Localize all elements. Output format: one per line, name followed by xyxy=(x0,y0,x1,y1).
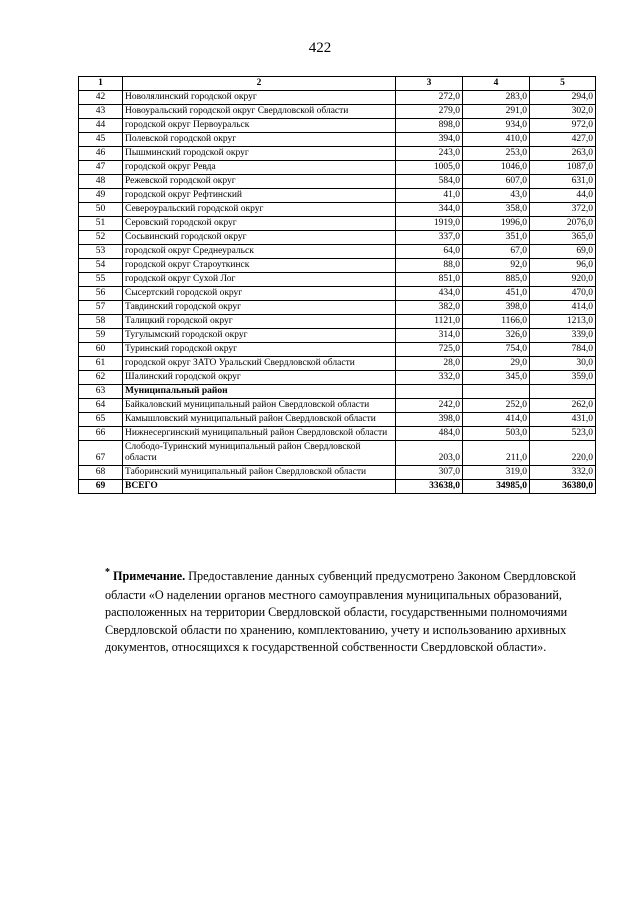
row-number: 60 xyxy=(79,343,123,357)
value-col-4: 291,0 xyxy=(463,105,530,119)
value-col-5: 920,0 xyxy=(530,273,596,287)
header-col-2: 2 xyxy=(123,77,396,91)
table-row xyxy=(79,105,596,119)
table-row xyxy=(79,175,596,189)
value-col-5: 365,0 xyxy=(530,231,596,245)
value-col-4: 934,0 xyxy=(463,119,530,133)
table-row xyxy=(79,357,596,371)
header-col-3: 3 xyxy=(396,77,463,91)
municipality-name: Пышминский городской округ xyxy=(123,147,396,161)
subvention-table xyxy=(78,76,596,494)
table-section-row xyxy=(79,385,596,399)
row-number: 65 xyxy=(79,413,123,427)
municipality-name: Серовский городской округ xyxy=(123,217,396,231)
table-row xyxy=(79,466,596,480)
value-col-4: 885,0 xyxy=(463,273,530,287)
value-col-3: 344,0 xyxy=(396,203,463,217)
value-col-3: 851,0 xyxy=(396,273,463,287)
municipality-name: Слободо-Туринский муниципальный район Свердловской области xyxy=(123,441,396,466)
value-col-5: 427,0 xyxy=(530,133,596,147)
footnote-text: Предоставление данных субвенций предусмотрено Законом Свердловской области «О наделении органов местного самоуправления муниципальных образований, расположенных на территории Свердловской области, государственными полномочиями Свердловской области по хранению, комплектованию, учету и использованию архивных документов, относящихся к государственной собственности Свердловской области». xyxy=(105,569,576,654)
municipality-name: Таборинский муниципальный район Свердловской области xyxy=(123,466,396,480)
value-col-3: 398,0 xyxy=(396,413,463,427)
municipality-name: Талицкий городской округ xyxy=(123,315,396,329)
municipality-name: Новоуральский городской округ Свердловской области xyxy=(123,105,396,119)
value-col-3: 898,0 xyxy=(396,119,463,133)
value-col-4: 283,0 xyxy=(463,91,530,105)
table-row xyxy=(79,147,596,161)
value-col-3: 1005,0 xyxy=(396,161,463,175)
value-col-5: 523,0 xyxy=(530,427,596,441)
footnote xyxy=(105,568,595,657)
table-row xyxy=(79,413,596,427)
value-col-3: 1919,0 xyxy=(396,217,463,231)
table-row xyxy=(79,217,596,231)
row-number: 53 xyxy=(79,245,123,259)
table-row xyxy=(79,91,596,105)
value-col-3: 203,0 xyxy=(396,441,463,466)
value-col-3: 243,0 xyxy=(396,147,463,161)
value-col-5: 631,0 xyxy=(530,175,596,189)
value-col-5: 372,0 xyxy=(530,203,596,217)
value-col-4: 503,0 xyxy=(463,427,530,441)
municipality-name: городской округ Среднеуральск xyxy=(123,245,396,259)
table-row xyxy=(79,329,596,343)
municipality-name: Тавдинский городской округ xyxy=(123,301,396,315)
value-col-5: 431,0 xyxy=(530,413,596,427)
municipality-name: Новолялинский городской округ xyxy=(123,91,396,105)
value-col-3: 484,0 xyxy=(396,427,463,441)
municipality-name: Камышловский муниципальный район Свердловской области xyxy=(123,413,396,427)
value-col-3: 242,0 xyxy=(396,399,463,413)
row-number: 67 xyxy=(79,441,123,466)
row-number: 63 xyxy=(79,385,123,399)
municipality-name: городской округ Рефтинский xyxy=(123,189,396,203)
row-number: 42 xyxy=(79,91,123,105)
row-number: 66 xyxy=(79,427,123,441)
row-number: 52 xyxy=(79,231,123,245)
value-col-5: 69,0 xyxy=(530,245,596,259)
value-col-4: 43,0 xyxy=(463,189,530,203)
value-col-3: 337,0 xyxy=(396,231,463,245)
value-col-4: 754,0 xyxy=(463,343,530,357)
row-number: 48 xyxy=(79,175,123,189)
table-header-row xyxy=(79,77,596,91)
value-col-4: 67,0 xyxy=(463,245,530,259)
value-col-4: 1996,0 xyxy=(463,217,530,231)
value-col-4: 358,0 xyxy=(463,203,530,217)
value-col-5: 339,0 xyxy=(530,329,596,343)
municipality-name: Североуральский городской округ xyxy=(123,203,396,217)
row-number: 55 xyxy=(79,273,123,287)
value-col-3: 88,0 xyxy=(396,259,463,273)
table-row xyxy=(79,427,596,441)
value-col-3: 307,0 xyxy=(396,466,463,480)
value-col-3: 64,0 xyxy=(396,245,463,259)
value-col-5: 414,0 xyxy=(530,301,596,315)
value-col-5: 332,0 xyxy=(530,466,596,480)
value-col-5: 470,0 xyxy=(530,287,596,301)
value-col-4: 451,0 xyxy=(463,287,530,301)
header-col-4: 4 xyxy=(463,77,530,91)
value-col-4: 1046,0 xyxy=(463,161,530,175)
value-col-5: 784,0 xyxy=(530,343,596,357)
table-row xyxy=(79,119,596,133)
value-col-5: 262,0 xyxy=(530,399,596,413)
value-col-3: 332,0 xyxy=(396,371,463,385)
municipality-name: городской округ Староуткинск xyxy=(123,259,396,273)
row-number: 62 xyxy=(79,371,123,385)
row-number: 58 xyxy=(79,315,123,329)
header-col-1: 1 xyxy=(79,77,123,91)
value-col-4: 410,0 xyxy=(463,133,530,147)
municipality-name: городской округ ЗАТО Уральский Свердловской области xyxy=(123,357,396,371)
municipality-name: Тугулымский городской округ xyxy=(123,329,396,343)
table-row xyxy=(79,189,596,203)
value-col-4: 414,0 xyxy=(463,413,530,427)
header-col-5: 5 xyxy=(530,77,596,91)
value-col-4: 326,0 xyxy=(463,329,530,343)
value-col-4: 398,0 xyxy=(463,301,530,315)
table-row xyxy=(79,343,596,357)
row-number: 54 xyxy=(79,259,123,273)
value-col-3: 394,0 xyxy=(396,133,463,147)
value-col-4: 252,0 xyxy=(463,399,530,413)
value-col-4: 29,0 xyxy=(463,357,530,371)
value-col-3: 434,0 xyxy=(396,287,463,301)
row-number: 46 xyxy=(79,147,123,161)
value-col-3 xyxy=(396,385,463,399)
footnote-title: Примечание. xyxy=(113,569,186,583)
row-number: 43 xyxy=(79,105,123,119)
value-col-3: 279,0 xyxy=(396,105,463,119)
row-number: 59 xyxy=(79,329,123,343)
row-number: 45 xyxy=(79,133,123,147)
row-number: 50 xyxy=(79,203,123,217)
value-col-5: 220,0 xyxy=(530,441,596,466)
value-col-3: 584,0 xyxy=(396,175,463,189)
value-col-4: 211,0 xyxy=(463,441,530,466)
row-number: 57 xyxy=(79,301,123,315)
value-col-4: 319,0 xyxy=(463,466,530,480)
table-row xyxy=(79,203,596,217)
value-col-3: 314,0 xyxy=(396,329,463,343)
table-row xyxy=(79,231,596,245)
municipality-name: ВСЕГО xyxy=(123,480,396,494)
value-col-5 xyxy=(530,385,596,399)
municipality-name: городской округ Ревда xyxy=(123,161,396,175)
value-col-5: 36380,0 xyxy=(530,480,596,494)
value-col-5: 96,0 xyxy=(530,259,596,273)
municipality-name: городской округ Сухой Лог xyxy=(123,273,396,287)
value-col-5: 30,0 xyxy=(530,357,596,371)
value-col-5: 359,0 xyxy=(530,371,596,385)
row-number: 49 xyxy=(79,189,123,203)
footnote-star: * xyxy=(105,567,110,578)
value-col-3: 28,0 xyxy=(396,357,463,371)
value-col-4: 1166,0 xyxy=(463,315,530,329)
municipality-name: городской округ Первоуральск xyxy=(123,119,396,133)
value-col-4: 253,0 xyxy=(463,147,530,161)
table-row xyxy=(79,315,596,329)
municipality-name: Режевской городской округ xyxy=(123,175,396,189)
value-col-4: 34985,0 xyxy=(463,480,530,494)
table-row xyxy=(79,441,596,466)
row-number: 56 xyxy=(79,287,123,301)
table-row xyxy=(79,259,596,273)
table-body xyxy=(79,91,596,494)
row-number: 69 xyxy=(79,480,123,494)
municipality-name: Шалинский городской округ xyxy=(123,371,396,385)
value-col-5: 263,0 xyxy=(530,147,596,161)
table-row xyxy=(79,399,596,413)
value-col-3: 272,0 xyxy=(396,91,463,105)
page-number: 422 xyxy=(308,40,332,56)
value-col-5: 302,0 xyxy=(530,105,596,119)
municipality-name: Муниципальный район xyxy=(123,385,396,399)
value-col-4: 92,0 xyxy=(463,259,530,273)
value-col-4: 345,0 xyxy=(463,371,530,385)
table-row xyxy=(79,371,596,385)
row-number: 44 xyxy=(79,119,123,133)
value-col-3: 33638,0 xyxy=(396,480,463,494)
table-row xyxy=(79,273,596,287)
table-row xyxy=(79,287,596,301)
municipality-name: Нижнесергинский муниципальный район Свердловской области xyxy=(123,427,396,441)
value-col-3: 382,0 xyxy=(396,301,463,315)
row-number: 61 xyxy=(79,357,123,371)
row-number: 51 xyxy=(79,217,123,231)
table-row xyxy=(79,301,596,315)
value-col-5: 1087,0 xyxy=(530,161,596,175)
table-row xyxy=(79,161,596,175)
value-col-5: 2076,0 xyxy=(530,217,596,231)
municipality-name: Сосьвинский городской округ xyxy=(123,231,396,245)
municipality-name: Байкаловский муниципальный район Свердловской области xyxy=(123,399,396,413)
value-col-3: 41,0 xyxy=(396,189,463,203)
value-col-5: 294,0 xyxy=(530,91,596,105)
value-col-5: 972,0 xyxy=(530,119,596,133)
value-col-4: 607,0 xyxy=(463,175,530,189)
row-number: 47 xyxy=(79,161,123,175)
table-row xyxy=(79,245,596,259)
value-col-4 xyxy=(463,385,530,399)
municipality-name: Полевской городской округ xyxy=(123,133,396,147)
value-col-3: 1121,0 xyxy=(396,315,463,329)
value-col-4: 351,0 xyxy=(463,231,530,245)
table-total-row xyxy=(79,480,596,494)
municipality-name: Туринский городской округ xyxy=(123,343,396,357)
municipality-name: Сысертский городской округ xyxy=(123,287,396,301)
row-number: 68 xyxy=(79,466,123,480)
row-number: 64 xyxy=(79,399,123,413)
table-row xyxy=(79,133,596,147)
value-col-5: 44,0 xyxy=(530,189,596,203)
value-col-3: 725,0 xyxy=(396,343,463,357)
value-col-5: 1213,0 xyxy=(530,315,596,329)
